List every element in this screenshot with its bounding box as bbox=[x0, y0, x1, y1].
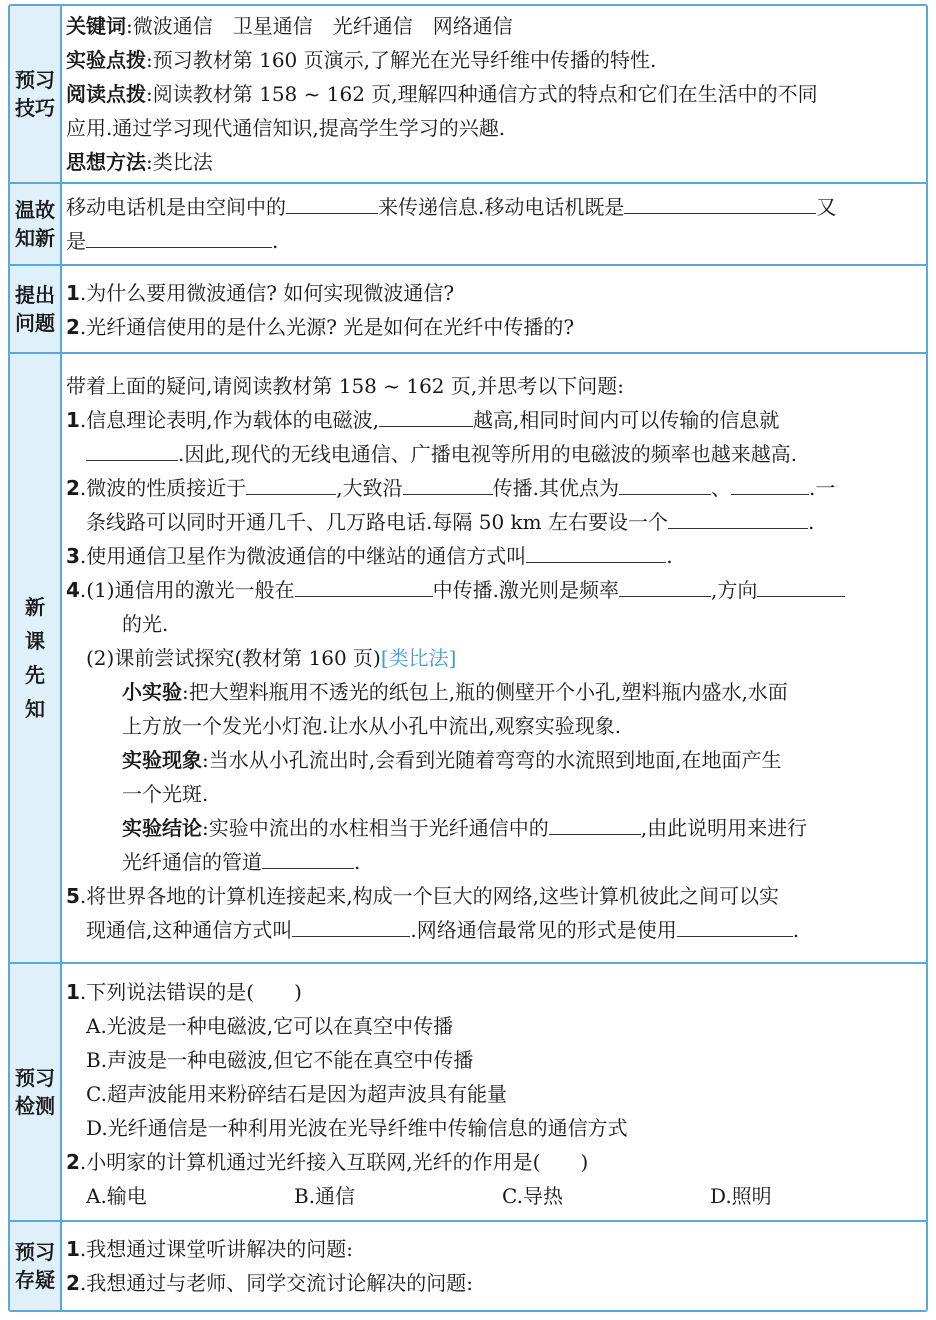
item-number: 2 bbox=[66, 1271, 80, 1295]
phenomenon-line-2: 一个光斑. bbox=[122, 782, 209, 806]
item-number: 4 bbox=[66, 578, 80, 602]
text: ,大致沿 bbox=[336, 476, 403, 500]
text: 中传播.激光则是频率 bbox=[432, 578, 619, 602]
text: .将世界各地的计算机连接起来,构成一个巨大的网络,这些计算机彼此之间可以实 bbox=[79, 884, 779, 908]
doubt-item-1 bbox=[66, 1232, 918, 1266]
method-line bbox=[66, 145, 918, 179]
item-text: .小明家的计算机通过光纤接入互联网,光纤的作用是( ) bbox=[79, 1150, 589, 1174]
option-a[interactable]: A.输电 bbox=[86, 1184, 147, 1208]
item-text: .我想通过课堂听讲解决的问题: bbox=[79, 1237, 354, 1261]
text: .网络通信最常见的形式是使用 bbox=[410, 918, 677, 942]
option-d[interactable]: D.照明 bbox=[710, 1184, 772, 1208]
method-label: 思想方法 bbox=[66, 150, 146, 174]
side-label-new-lesson bbox=[10, 354, 62, 962]
text: 来传递信息.移动电话机既是 bbox=[378, 195, 625, 219]
side-label-questions bbox=[10, 266, 62, 352]
phenomenon-line-1 bbox=[66, 743, 918, 777]
side-label-line: 预习 bbox=[15, 1240, 55, 1264]
answer-blank[interactable] bbox=[619, 472, 711, 495]
reading-tip-line-2: 应用.通过学习现代通信知识,提高学生学习的兴趣. bbox=[66, 116, 506, 140]
section-new-lesson bbox=[10, 354, 926, 964]
text: . bbox=[792, 918, 800, 942]
text: ,方向 bbox=[710, 578, 758, 602]
side-label-line: 新 bbox=[25, 595, 45, 619]
item-number: 2 bbox=[66, 315, 80, 339]
text: (2)课前尝试探究(教材第 160 页) bbox=[86, 646, 381, 670]
side-label-line: 提出 bbox=[15, 283, 55, 307]
item-number: 2 bbox=[66, 476, 80, 500]
method-tag: [类比法] bbox=[380, 646, 457, 670]
answer-blank[interactable] bbox=[624, 191, 816, 214]
item-number: 1 bbox=[66, 281, 80, 305]
side-label-line: 检测 bbox=[15, 1094, 55, 1118]
answer-blank[interactable] bbox=[295, 574, 433, 597]
text: :当水从小孔流出时,会看到光随着弯弯的水流照到地面,在地面产生 bbox=[202, 748, 782, 772]
answer-blank[interactable] bbox=[86, 225, 272, 248]
text: . bbox=[354, 850, 361, 874]
item-2-line-2 bbox=[66, 505, 918, 539]
side-label-line: 温故 bbox=[15, 198, 55, 222]
experiment-label: 小实验 bbox=[122, 680, 182, 704]
keywords-line bbox=[66, 9, 918, 43]
experiment-tip-label: 实验点拨 bbox=[66, 48, 146, 72]
item-3-line bbox=[66, 539, 918, 573]
item-4-line-2: 的光. bbox=[122, 612, 169, 636]
item-number: 5 bbox=[66, 884, 80, 908]
answer-blank[interactable] bbox=[403, 472, 493, 495]
side-label-preview-doubts bbox=[10, 1222, 62, 1310]
answer-blank[interactable] bbox=[292, 914, 410, 937]
answer-blank[interactable] bbox=[549, 812, 641, 835]
text: .微波的性质接近于 bbox=[79, 476, 247, 500]
side-label-line: 课 bbox=[25, 629, 45, 653]
text: :把大塑料瓶用不透光的纸包上,瓶的侧壁开个小孔,塑料瓶内盛水,水面 bbox=[182, 680, 788, 704]
text: .(1)通信用的激光一般在 bbox=[79, 578, 295, 602]
section-preview-check bbox=[10, 964, 926, 1222]
text: .因此,现代的无线电通信、广播电视等所用的电磁波的频率也越来越高. bbox=[178, 442, 798, 466]
section-preview-doubts bbox=[10, 1222, 926, 1310]
item-text: .光纤通信使用的是什么光源? 光是如何在光纤中传播的? bbox=[79, 315, 575, 339]
text: .一 bbox=[809, 476, 836, 500]
item-5-line-2 bbox=[66, 913, 918, 947]
text: 光纤通信的管道 bbox=[122, 850, 262, 874]
experiment-tip-line bbox=[66, 43, 918, 77]
check-question-1 bbox=[66, 975, 918, 1009]
check-question-2 bbox=[66, 1145, 918, 1179]
answer-blank[interactable] bbox=[757, 574, 845, 597]
answer-blank[interactable] bbox=[668, 506, 808, 529]
answer-blank[interactable] bbox=[619, 574, 711, 597]
review-line-1 bbox=[66, 190, 918, 224]
reading-tip-label: 阅读点拨 bbox=[66, 82, 146, 106]
method-text: :类比法 bbox=[146, 150, 213, 174]
phenomenon-label: 实验现象 bbox=[122, 748, 202, 772]
answer-blank[interactable] bbox=[246, 472, 336, 495]
conclusion-line-1 bbox=[66, 811, 918, 845]
text: 、 bbox=[711, 476, 731, 500]
item-5-line-1 bbox=[66, 879, 918, 913]
conclusion-label: 实验结论 bbox=[122, 816, 202, 840]
item-text: .我想通过与老师、同学交流讨论解决的问题: bbox=[79, 1271, 474, 1295]
section-questions bbox=[10, 266, 926, 354]
side-label-line: 知 bbox=[25, 697, 45, 721]
item-4-line-1 bbox=[66, 573, 918, 607]
side-label-preview-check bbox=[10, 964, 62, 1220]
text: ,由此说明用来进行 bbox=[640, 816, 808, 840]
experiment-line-2: 上方放一个发光小灯泡.让水从小孔中流出,观察实验现象. bbox=[122, 714, 622, 738]
review-line-2 bbox=[66, 224, 918, 258]
section-preview-tips bbox=[10, 6, 926, 184]
keywords-label: 关键词 bbox=[66, 14, 126, 38]
reading-tip-line bbox=[66, 77, 918, 111]
text: 又 bbox=[816, 195, 837, 219]
item-number: 1 bbox=[66, 1237, 80, 1261]
doubt-item-2 bbox=[66, 1266, 918, 1300]
answer-blank[interactable] bbox=[677, 914, 793, 937]
text: 是 bbox=[66, 229, 86, 253]
side-label-line: 知新 bbox=[15, 226, 55, 250]
option-c[interactable]: C.导热 bbox=[502, 1184, 563, 1208]
option-d[interactable]: D.光纤通信是一种利用光波在光导纤维中传输信息的通信方式 bbox=[86, 1116, 628, 1140]
intro-line: 带着上面的疑问,请阅读教材第 158 ~ 162 页,并思考以下问题: bbox=[66, 374, 624, 398]
worksheet bbox=[8, 4, 928, 1312]
item-number: 1 bbox=[66, 980, 80, 1004]
text: 传播.其优点为 bbox=[492, 476, 619, 500]
option-a[interactable]: A.光波是一种电磁波,它可以在真空中传播 bbox=[86, 1014, 454, 1038]
item-2-line-1 bbox=[66, 471, 918, 505]
answer-blank[interactable] bbox=[286, 191, 378, 214]
section-review bbox=[10, 184, 926, 266]
text: .信息理论表明,作为载体的电磁波, bbox=[79, 408, 379, 432]
experiment-tip-text: :预习教材第 160 页演示,了解光在光导纤维中传播的特性. bbox=[146, 48, 657, 72]
text: . bbox=[666, 544, 673, 568]
option-b[interactable]: B.通信 bbox=[294, 1184, 356, 1208]
answer-blank[interactable] bbox=[731, 472, 809, 495]
question-item bbox=[66, 310, 918, 344]
option-b[interactable]: B.声波是一种电磁波,但它不能在真空中传播 bbox=[86, 1048, 474, 1072]
keywords-text: :微波通信 卫星通信 光纤通信 网络通信 bbox=[126, 14, 513, 38]
text: . bbox=[272, 229, 279, 253]
reading-tip-text: :阅读教材第 158 ~ 162 页,理解四种通信方式的特点和它们在生活中的不同 bbox=[146, 82, 818, 106]
text: 条线路可以同时开通几千、几万路电话.每隔 50 km 左右要设一个 bbox=[86, 510, 668, 534]
question-2-options bbox=[66, 1179, 918, 1213]
side-label-line: 技巧 bbox=[15, 96, 55, 120]
side-label-line: 问题 bbox=[15, 311, 55, 335]
item-1-line-1 bbox=[66, 403, 918, 437]
item-1-line-2 bbox=[66, 437, 918, 471]
answer-blank[interactable] bbox=[379, 404, 473, 427]
item-4-sub-2 bbox=[66, 641, 918, 675]
experiment-line-1 bbox=[66, 675, 918, 709]
text: 现通信,这种通信方式叫 bbox=[86, 918, 293, 942]
answer-blank[interactable] bbox=[86, 438, 178, 461]
answer-blank[interactable] bbox=[262, 846, 354, 869]
item-number: 3 bbox=[66, 544, 80, 568]
text: 越高,相同时间内可以传输的信息就 bbox=[473, 408, 780, 432]
question-item bbox=[66, 276, 918, 310]
side-label-line: 预习 bbox=[15, 68, 55, 92]
side-label-preview-tips bbox=[10, 6, 62, 182]
answer-blank[interactable] bbox=[526, 540, 666, 563]
option-c[interactable]: C.超声波能用来粉碎结石是因为超声波具有能量 bbox=[86, 1082, 507, 1106]
text: :实验中流出的水柱相当于光纤通信中的 bbox=[202, 816, 549, 840]
item-text: .下列说法错误的是( ) bbox=[79, 980, 302, 1004]
side-label-line: 存疑 bbox=[15, 1268, 55, 1292]
item-text: .为什么要用微波通信? 如何实现微波通信? bbox=[79, 281, 455, 305]
text: 移动电话机是由空间中的 bbox=[66, 195, 286, 219]
side-label-review bbox=[10, 184, 62, 264]
text: . bbox=[807, 510, 815, 534]
conclusion-line-2 bbox=[66, 845, 918, 879]
side-label-line: 预习 bbox=[15, 1066, 55, 1090]
text: .使用通信卫星作为微波通信的中继站的通信方式叫 bbox=[79, 544, 527, 568]
side-label-line: 先 bbox=[25, 663, 45, 687]
item-number: 2 bbox=[66, 1150, 80, 1174]
item-number: 1 bbox=[66, 408, 80, 432]
